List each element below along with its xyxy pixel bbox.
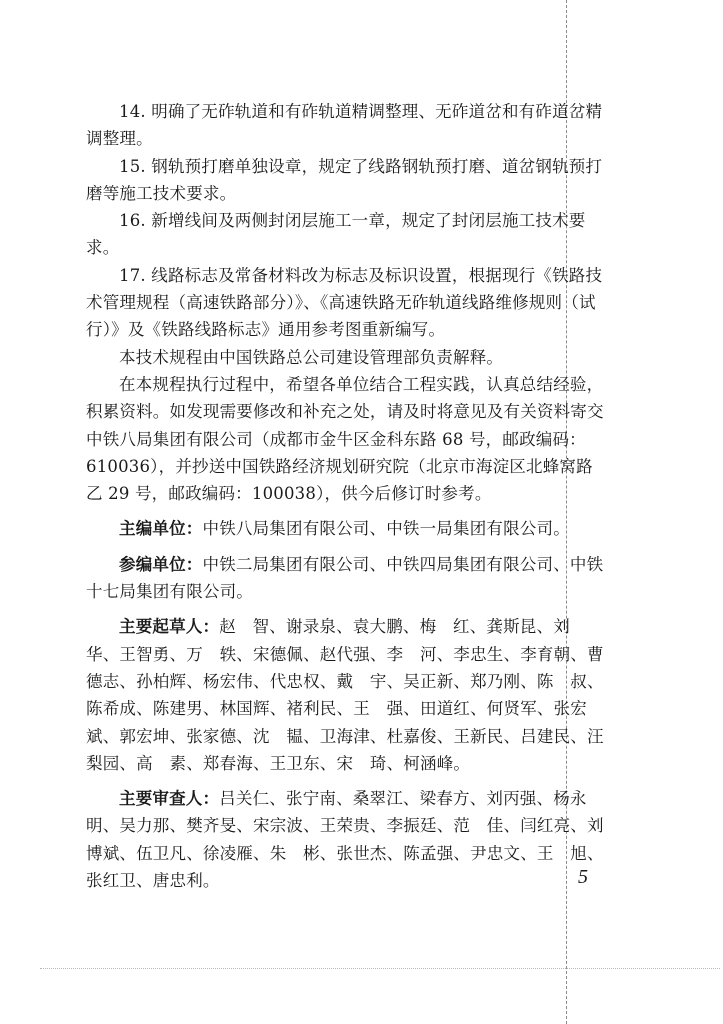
reviewers-label: 主要审查人： bbox=[119, 789, 220, 809]
paragraph-item-14: 14. 明确了无砟轨道和有砟轨道精调整理、无砟道岔和有砟道岔精调整理。 bbox=[86, 102, 603, 149]
bottom-dotted-rule bbox=[40, 968, 720, 969]
drafters-value: 赵 智、谢录泉、袁大鹏、梅 红、龚斯昆、刘 华、王智勇、万 轶、宋德佩、赵代强、李 河、李忠生、李育朝、曹德志、孙柏辉、杨宏伟、代忠权、戴 宇、吴正新、郑乃刚、陈 叔、陈希成、陈建男、林国辉、褚利民、王 强、田道红、何贤军、张宏斌、郭宏坤、张家德、沈 韫、卫海津、杜嘉俊、王新民、吕建民、汪梨园、高 素、郑春海、王卫东、宋 琦、柯涵峰。 bbox=[86, 617, 604, 773]
body-text bbox=[86, 98, 606, 894]
paragraph-item-17: 17. 线路标志及常备材料改为标志及标识设置，根据现行《铁路技术管理规程（高速铁路部分）》、《高速铁路无砟轨道线路维修规则（试行）》及《铁路线路标志》通用参考图重新编写。 bbox=[86, 265, 603, 340]
chief-editor-line bbox=[86, 515, 606, 542]
co-editor-label: 参编单位： bbox=[119, 554, 203, 574]
paragraph-feedback: 在本规程执行过程中，希望各单位结合工程实践，认真总结经验，积累资料。如发现需要修改和补充之处，请及时将意见及有关资料寄交中铁八局集团有限公司（成都市金牛区金科东路 68 号，邮政编码：610036），并抄送中国铁路经济规划研究院（北京市海淀区北蜂窝路乙 29 号，邮政编码：100038），供今后修订时参考。 bbox=[86, 374, 604, 504]
chief-editor-label: 主编单位： bbox=[119, 519, 203, 539]
drafters-line bbox=[86, 613, 606, 777]
page-number: 5 bbox=[578, 866, 588, 888]
paragraph-item-15: 15. 钢轨预打磨单独设章，规定了线路钢轨预打磨、道岔钢轨预打磨等施工技术要求。 bbox=[86, 156, 603, 203]
paragraph-interpretation: 本技术规程由中国铁路总公司建设管理部负责解释。 bbox=[119, 347, 504, 367]
co-editor-value: 中铁二局集团有限公司、中铁四局集团有限公司、中铁十七局集团有限公司。 bbox=[86, 554, 604, 602]
reviewers-value: 吕关仁、张宁南、桑翠江、梁春方、刘丙强、杨永明、吴力那、樊齐旻、宋宗波、王荣贵、李振廷、范 佳、闫红亮、刘博斌、伍卫凡、徐凌雁、朱 彬、张世杰、陈孟强、尹忠文、王 旭、张红卫、唐忠利。 bbox=[86, 789, 604, 891]
paragraph-item-16: 16. 新增线间及两侧封闭层施工一章，规定了封闭层施工技术要求。 bbox=[86, 211, 586, 258]
co-editor-line bbox=[86, 551, 606, 606]
chief-editor-value: 中铁八局集团有限公司、中铁一局集团有限公司。 bbox=[202, 519, 570, 539]
drafters-label: 主要起草人： bbox=[119, 617, 220, 637]
reviewers-line bbox=[86, 785, 606, 894]
